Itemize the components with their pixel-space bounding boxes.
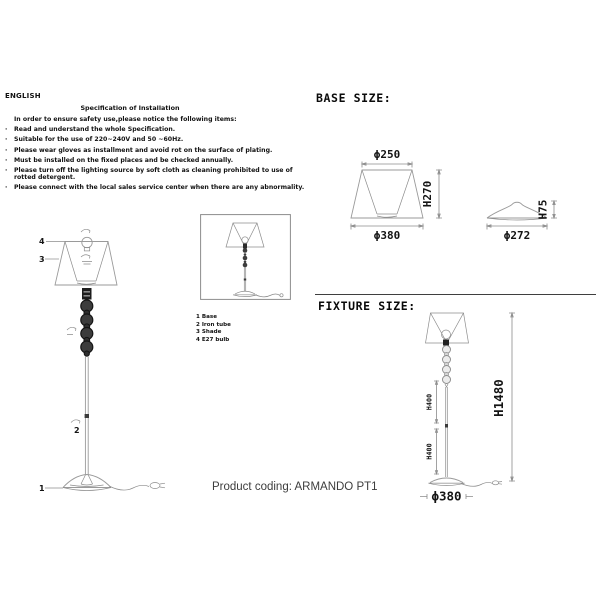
screw-arrow-icon [67, 327, 76, 334]
bullet-marker: · [5, 126, 8, 134]
bullet-marker: · [5, 166, 8, 174]
callout-2-label: 2 [74, 426, 80, 435]
spec-item-text: Please turn off the lighting source by soft cloth as cleaning prohibited to use of rotted detergent. [14, 166, 293, 181]
fixture-pole [445, 387, 448, 477]
bullet-marker: · [5, 146, 8, 154]
section-divider [315, 294, 596, 295]
fixture-size-drawing [403, 305, 573, 505]
spec-intro: In order to ensure safety use,please notice the following items: [14, 116, 237, 123]
iron-tube-drawing [85, 357, 89, 476]
shade-top-dim-line [362, 162, 412, 168]
upper-tube-height-label: H400 [425, 393, 434, 411]
shade-height-dim-line [436, 170, 442, 218]
spec-item-text: Must be installed on the fixed places and be checked annually. [14, 156, 234, 164]
shade-bottom-diameter-label: ϕ380 [373, 229, 401, 242]
fixture-shade [426, 313, 469, 346]
spec-title: Specification of Installation [80, 104, 180, 112]
parts-list-item: 4 E27 bulb [196, 336, 230, 343]
parts-list-item: 2 Iron tube [196, 321, 231, 328]
upper-tube-dim-line [434, 381, 439, 423]
callout-2-arrow-icon [71, 420, 80, 424]
fixture-base [429, 478, 465, 486]
base-diameter-label: ϕ272 [503, 229, 531, 242]
callout-1-label: 1 [39, 484, 45, 493]
spec-item-text: Please connect with the local sales service center when there are any abnormality. [14, 184, 305, 192]
base-height-label: H75 [536, 199, 550, 220]
bullet-marker: · [5, 136, 8, 144]
power-cord-drawing [109, 483, 165, 491]
base-height-dim-line [551, 201, 557, 218]
bulb-icon [82, 237, 92, 251]
spec-item-text: Read and understand the whole Specification. [14, 126, 176, 134]
total-height-label: H1480 [491, 379, 506, 417]
parts-list-item: 1 Base [196, 314, 218, 320]
callout-3-label: 3 [39, 255, 45, 264]
bullet-marker: · [5, 156, 8, 164]
assembled-lamp-thumbnail [200, 214, 291, 300]
parts-list [196, 314, 231, 344]
spec-item [5, 167, 305, 181]
socket-and-beads [81, 288, 93, 356]
base-size-heading: BASE SIZE: [316, 91, 392, 105]
spec-item-text: Suitable for the use of 220~240V and 50 ~60Hz. [14, 136, 184, 144]
specification-section [5, 92, 305, 191]
product-coding-text: Product coding: ARMANDO PT1 [212, 481, 378, 493]
spec-item [5, 157, 305, 164]
spec-item [5, 184, 305, 191]
parts-list-item: 3 Shade [196, 329, 222, 336]
shade-side-view [351, 170, 423, 218]
language-label: ENGLISH [5, 92, 41, 100]
fixture-base-diameter-label: ϕ380 [431, 488, 462, 504]
fixture-cord [461, 481, 502, 486]
spec-item [5, 126, 305, 133]
exploded-lamp-diagram [30, 225, 180, 495]
spec-item [5, 147, 305, 154]
lower-tube-height-label: H400 [425, 443, 434, 460]
shade-height-label: H270 [421, 180, 434, 208]
lower-tube-dim-line [434, 429, 439, 474]
shade-top-diameter-label: ϕ250 [373, 148, 401, 161]
tube-joint [85, 414, 89, 418]
spec-item [5, 136, 305, 143]
fixture-beads [443, 346, 451, 388]
fixture-size-heading: FIXTURE SIZE: [318, 299, 416, 313]
rotate-arrow-icon [81, 229, 90, 233]
base-size-drawing [340, 138, 575, 253]
bullet-marker: · [5, 184, 8, 192]
total-height-dim-line [509, 313, 515, 481]
install-arrow-icon [81, 255, 92, 264]
base-drawing [63, 475, 111, 491]
callout-4-label: 4 [39, 237, 45, 246]
fixture-tube-joint [445, 424, 448, 428]
spec-item-text: Please wear gloves as installment and avoid rot on the surface of plating. [14, 146, 273, 154]
